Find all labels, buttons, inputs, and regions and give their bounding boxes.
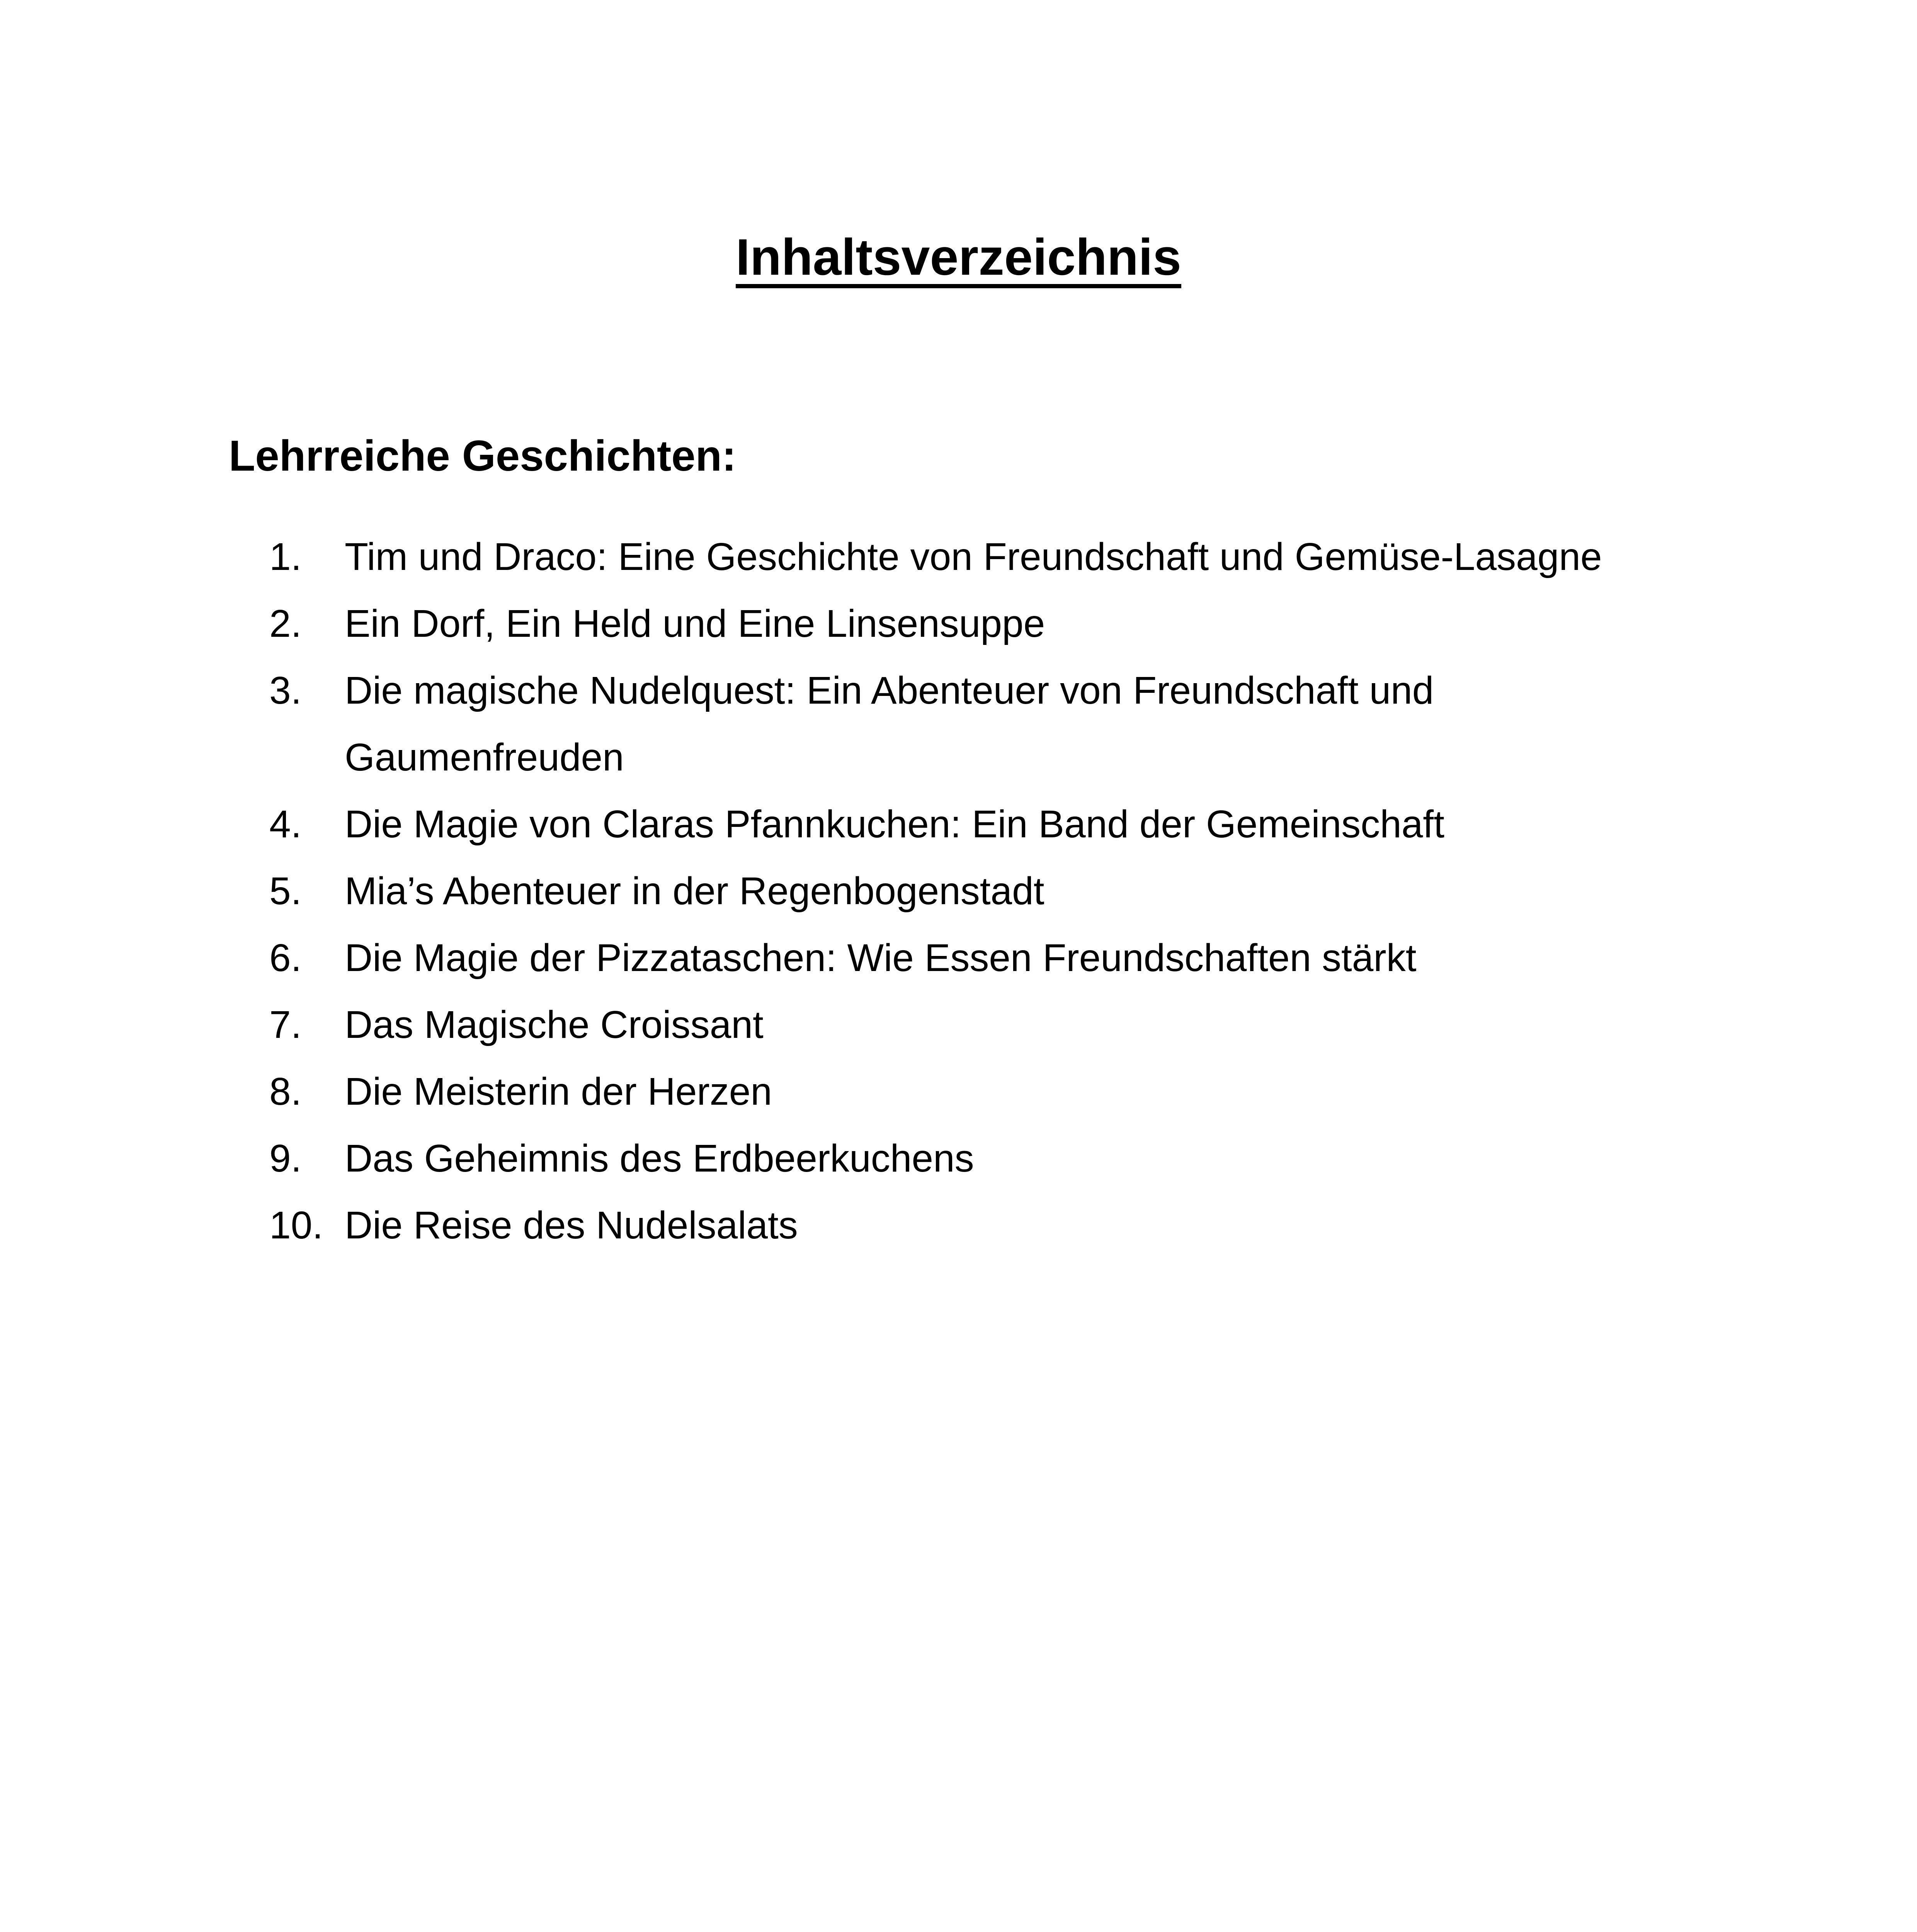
list-item-text: Die Reise des Nudelsalats: [345, 1204, 798, 1247]
list-item-text: Die Meisterin der Herzen: [345, 1070, 772, 1113]
list-item-number: 9.: [269, 1137, 302, 1180]
list-item: [229, 992, 1736, 1058]
list-item-text: Das Geheimnis des Erdbeerkuchens: [345, 1137, 974, 1180]
list-item-text: Die Magie der Pizzataschen: Wie Essen Freundschaften stärkt: [345, 936, 1417, 980]
list-item-number: 3.: [269, 669, 302, 712]
list-item: [229, 657, 1736, 791]
page-title: Inhaltsverzeichnis: [735, 229, 1182, 286]
list-item-number: 4.: [269, 803, 302, 846]
list-item-number: 5.: [269, 869, 302, 913]
list-item: [229, 858, 1736, 925]
list-item-text: Mia’s Abenteuer in der Regenbogenstadt: [345, 869, 1044, 913]
list-item: [229, 524, 1736, 590]
list-item: [229, 1192, 1736, 1259]
table-of-contents-list: [229, 524, 1736, 1259]
list-item: [229, 590, 1736, 657]
list-item: [229, 1058, 1736, 1125]
list-item-number: 1.: [269, 535, 302, 578]
list-item-text: Die magische Nudelquest: Ein Abenteuer von Freundschaft und Gaumenfreuden: [345, 669, 1434, 779]
list-item: [229, 1125, 1736, 1192]
list-item-text: Das Magische Croissant: [345, 1003, 764, 1046]
list-item: [229, 791, 1736, 858]
list-item-number: 10.: [269, 1204, 323, 1247]
list-item-number: 7.: [269, 1003, 302, 1046]
list-item-text: Tim und Draco: Eine Geschichte von Freundschaft und Gemüse-Lasagne: [345, 535, 1602, 578]
list-item-number: 2.: [269, 602, 302, 645]
section-heading: Lehrreiche Geschichten:: [229, 432, 737, 480]
list-item: [229, 925, 1736, 992]
list-item-text: Ein Dorf, Ein Held und Eine Linsensuppe: [345, 602, 1045, 645]
list-item-number: 6.: [269, 936, 302, 980]
list-item-text: Die Magie von Claras Pfannkuchen: Ein Band der Gemeinschaft: [345, 803, 1444, 846]
list-item-number: 8.: [269, 1070, 302, 1113]
